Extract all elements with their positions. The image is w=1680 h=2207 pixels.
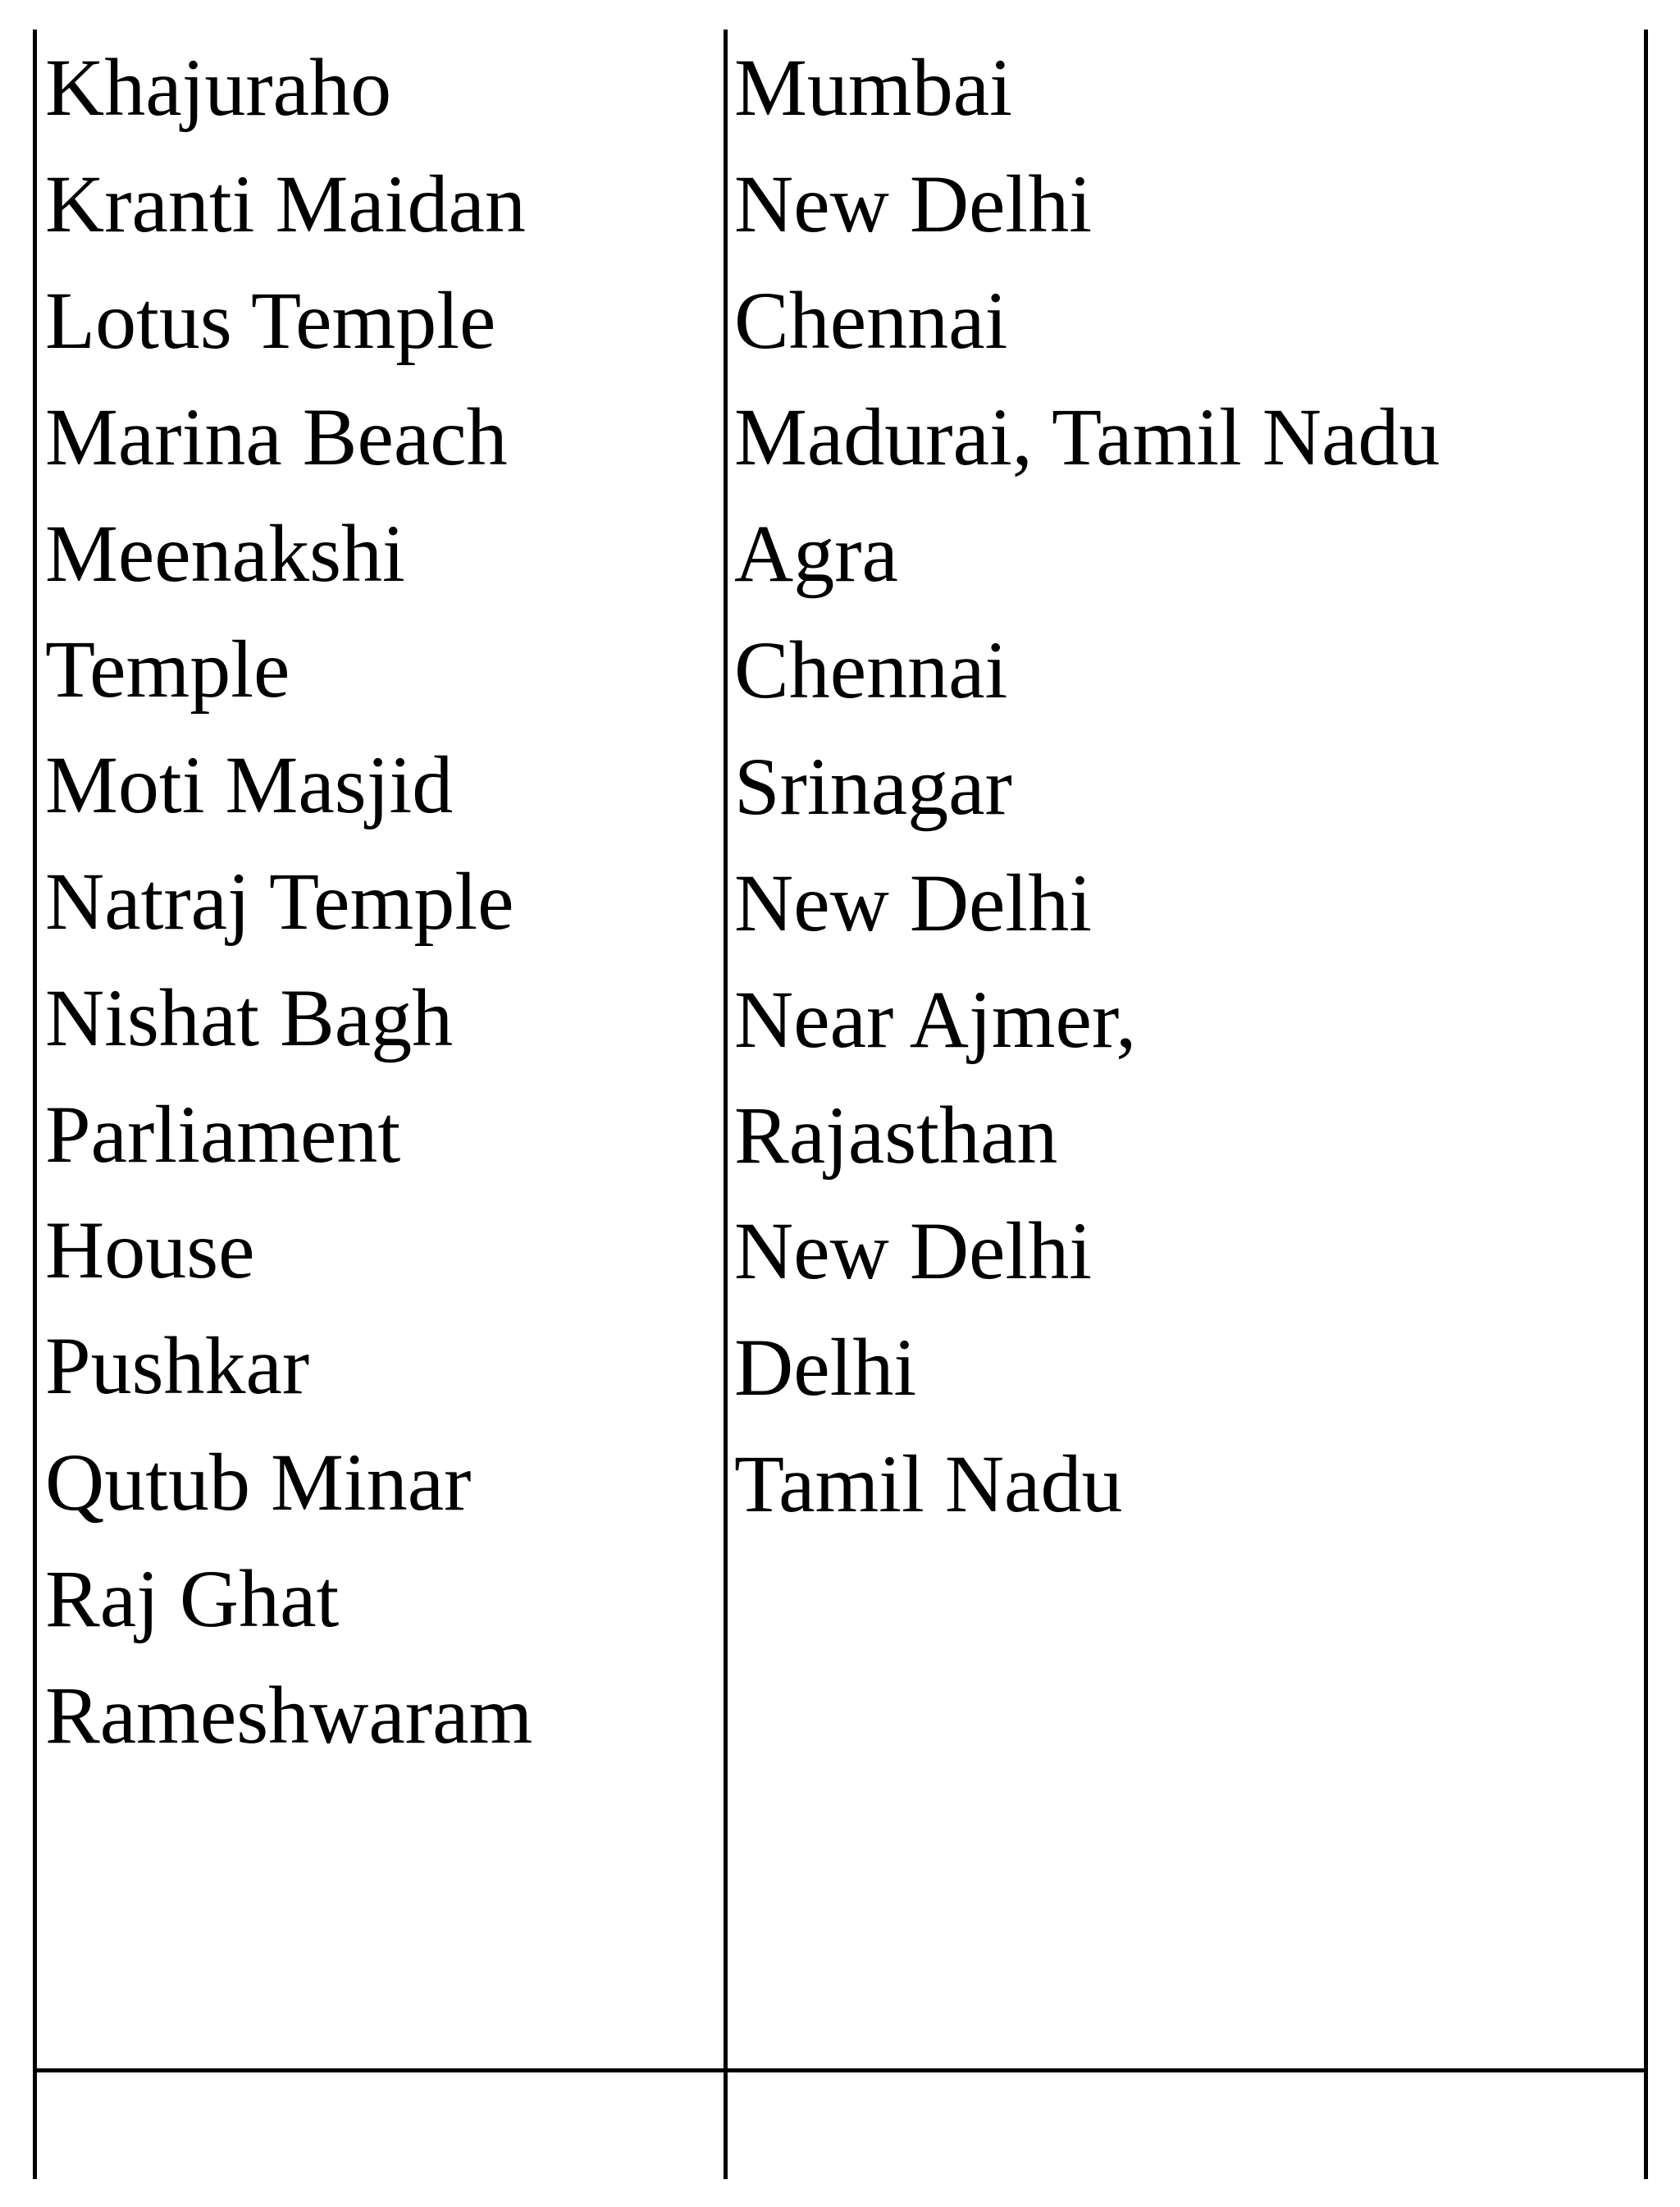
table-cell: Chennai (734, 624, 1008, 715)
table-cell: Near Ajmer, Rajasthan (734, 974, 1137, 1181)
table-cell: Rameshwaram (45, 1670, 533, 1761)
table-cell: New Delhi (734, 857, 1092, 948)
table-border-left (33, 30, 37, 2179)
table-cell: Meenakshi Temple (45, 508, 405, 715)
table-cell: Nishat Bagh (45, 972, 454, 1063)
table-border-right (1644, 30, 1648, 2179)
table-cell: Madurai, Tamil Nadu (734, 391, 1440, 482)
table-cell: Mumbai (734, 42, 1012, 133)
table-cell: Agra (734, 508, 898, 599)
table-cell: Tamil Nadu (734, 1438, 1123, 1529)
table-cell: Pushkar (45, 1320, 310, 1411)
table-cell: Raj Ghat (45, 1553, 340, 1644)
table-cell: Moti Masjid (45, 739, 454, 830)
table-cell: Chennai (734, 275, 1008, 366)
locations-column (734, 30, 1637, 1542)
table-cell: Lotus Temple (45, 275, 496, 366)
table-cell: Khajuraho (45, 42, 392, 133)
table-cell: Marina Beach (45, 391, 508, 482)
table-cell: New Delhi (734, 1205, 1092, 1296)
table-cell: Qutub Minar (45, 1437, 472, 1528)
table-cell: Kranti Maidan (45, 158, 526, 249)
places-column (45, 30, 714, 1774)
table-cell: Srinagar (734, 741, 1012, 832)
table-cell: Delhi (734, 1322, 917, 1413)
table-cell: New Delhi (734, 158, 1092, 249)
table-column-divider (724, 30, 728, 2179)
table-cell: Parliament House (45, 1089, 401, 1295)
table-row-divider (33, 2068, 1648, 2072)
table-cell: Natraj Temple (45, 856, 514, 947)
